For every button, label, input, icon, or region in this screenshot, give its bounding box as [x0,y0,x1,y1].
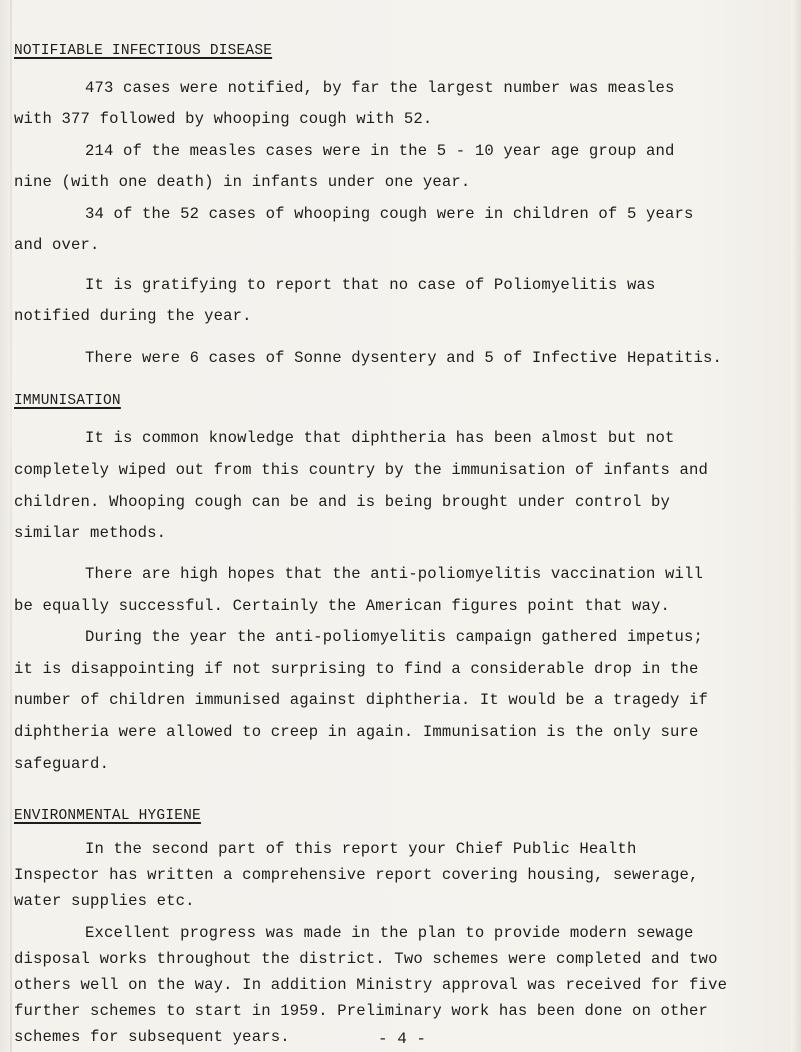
paragraph-line: further schemes to start in 1959. Preliminary work has been done on other [14,1002,709,1020]
paragraph-line: 214 of the measles cases were in the 5 - 10 year age group and [85,141,675,160]
paragraph-line: There are high hopes that the anti-poliomyelitis vaccination will [85,565,704,584]
paragraph-line: nine (with one death) in infants under one year. [14,173,471,192]
paragraph-line: 473 cases were notified, by far the largest number was measles [85,78,675,97]
paragraph-line: number of children immunised against diphtheria. It would be a tragedy if [14,691,709,710]
paragraph-line: be equally successful. Certainly the American figures point that way. [14,596,671,615]
paragraph-line: disposal works throughout the district. Two schemes were completed and two [14,950,718,968]
paragraph-line: It is common knowledge that diphtheria has been almost but not [85,429,675,448]
heading-notifiable-infectious-disease: NOTIFIABLE INFECTIOUS DISEASE [14,43,273,60]
paragraph-line: water supplies etc. [14,892,195,910]
heading-immunisation: IMMUNISATION [14,393,121,409]
paragraph-line: diphtheria were allowed to creep in again. Immunisation is the only sure [14,722,699,741]
paragraph-line: Excellent progress was made in the plan to provide modern sewage [85,924,694,942]
paragraph-line: children. Whooping cough can be and is being brought under control by [14,492,671,511]
paragraph-line: completely wiped out from this country by the immunisation of infants and [14,460,709,479]
paragraph-line: schemes for subsequent years. [14,1028,290,1046]
page-number: - 4 - [378,1030,427,1048]
paragraph-line: It is gratifying to report that no case of Poliomyelitis was [85,275,656,294]
paragraph-line: it is disappointing if not surprising to find a considerable drop in the [14,659,699,678]
paragraph-line: There were 6 cases of Sonne dysentery and 5 of Infective Hepatitis. [85,348,723,367]
page-edge [791,0,801,1052]
paragraph-line: others well on the way. In addition Ministry approval was received for five [14,976,728,994]
paragraph-line: 34 of the 52 cases of whooping cough were in children of 5 years [85,204,694,223]
binding-shadow [10,0,12,1052]
paragraph-line: During the year the anti-poliomyelitis campaign gathered impetus; [85,628,704,647]
paragraph-line: safeguard. [14,754,110,773]
paragraph-line: notified during the year. [14,307,252,326]
paragraph-line: with 377 followed by whooping cough with 52. [14,110,433,129]
paragraph-line: and over. [14,236,100,255]
paragraph-line: In the second part of this report your Chief Public Health [85,840,637,858]
heading-environmental-hygiene: ENVIRONMENTAL HYGIENE [14,808,201,824]
paragraph-line: similar methods. [14,524,167,543]
paragraph-line: Inspector has written a comprehensive report covering housing, sewerage, [14,866,699,884]
